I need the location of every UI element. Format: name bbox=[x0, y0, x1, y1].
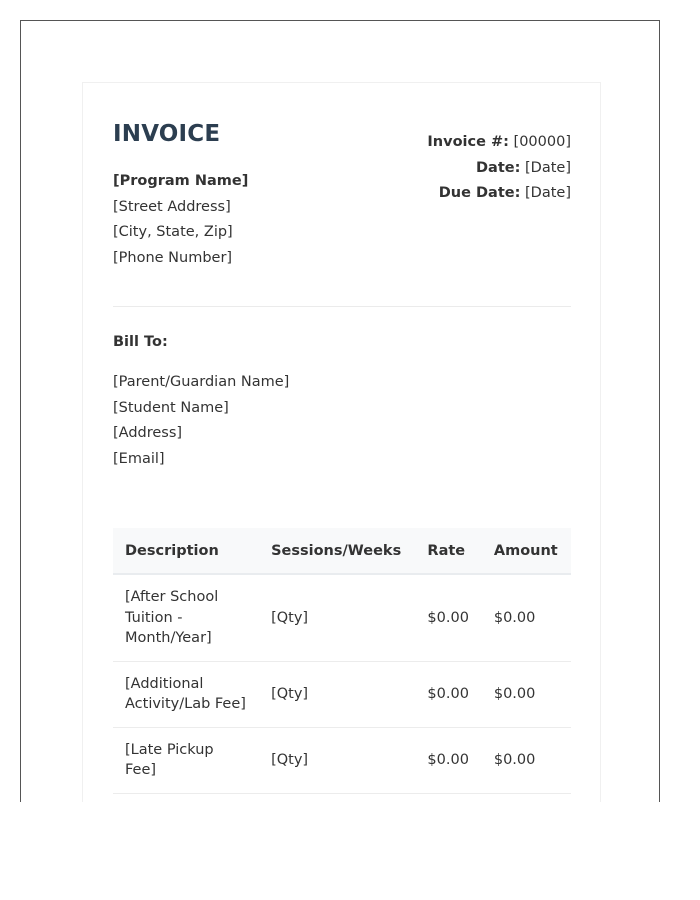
invoice-meta bbox=[427, 130, 571, 207]
invoice-header bbox=[113, 83, 571, 307]
invoice-due-date-value: [Date] bbox=[525, 185, 571, 202]
invoice-title: INVOICE bbox=[113, 121, 221, 147]
table-row bbox=[113, 661, 571, 727]
row-description: [Additional Activity/Lab Fee] bbox=[113, 661, 259, 727]
invoice-due-date-row bbox=[427, 181, 571, 207]
header-description: Description bbox=[113, 528, 259, 574]
invoice-date-label: Date: bbox=[476, 159, 521, 176]
bill-to-student: [Student Name] bbox=[113, 399, 229, 416]
row-description: [Late Pickup Fee] bbox=[113, 727, 259, 793]
program-info bbox=[113, 169, 248, 271]
header-rate: Rate bbox=[415, 528, 481, 574]
invoice-number-row bbox=[427, 130, 571, 156]
row-quantity: [Qty] bbox=[259, 574, 415, 661]
row-rate: $0.00 bbox=[415, 661, 481, 727]
program-phone: [Phone Number] bbox=[113, 249, 233, 266]
invoice-date-value: [Date] bbox=[525, 159, 571, 176]
program-name: [Program Name] bbox=[113, 173, 249, 189]
header-amount: Amount bbox=[482, 528, 571, 574]
bill-to-heading: Bill To: bbox=[113, 334, 168, 350]
bill-to-address: [Address] bbox=[113, 425, 183, 442]
invoice-card bbox=[82, 82, 601, 802]
header-divider bbox=[113, 306, 571, 307]
invoice-due-date-label: Due Date: bbox=[438, 185, 521, 202]
row-amount: $0.00 bbox=[482, 574, 571, 661]
table-row bbox=[113, 574, 571, 661]
bill-to-parent: [Parent/Guardian Name] bbox=[113, 374, 290, 390]
bill-to-info bbox=[113, 370, 289, 472]
page-frame bbox=[20, 20, 660, 802]
row-amount: $0.00 bbox=[482, 727, 571, 793]
row-quantity: [Qty] bbox=[259, 727, 415, 793]
header-sessions-weeks: Sessions/Weeks bbox=[259, 528, 415, 574]
line-items-table bbox=[113, 528, 571, 794]
invoice-number-label: Invoice #: bbox=[427, 134, 509, 150]
row-amount: $0.00 bbox=[482, 661, 571, 727]
row-description: [After School Tuition - Month/Year] bbox=[113, 574, 259, 661]
table-header-row bbox=[113, 528, 571, 574]
program-street: [Street Address] bbox=[113, 198, 231, 215]
row-quantity: [Qty] bbox=[259, 661, 415, 727]
program-city: [City, State, Zip] bbox=[113, 224, 233, 241]
bill-to-email: [Email] bbox=[113, 450, 165, 467]
row-rate: $0.00 bbox=[415, 574, 481, 661]
invoice-content bbox=[113, 83, 571, 778]
invoice-date-row bbox=[427, 156, 571, 182]
invoice-number-value: [00000] bbox=[513, 134, 571, 150]
row-rate: $0.00 bbox=[415, 727, 481, 793]
table-row bbox=[113, 727, 571, 793]
